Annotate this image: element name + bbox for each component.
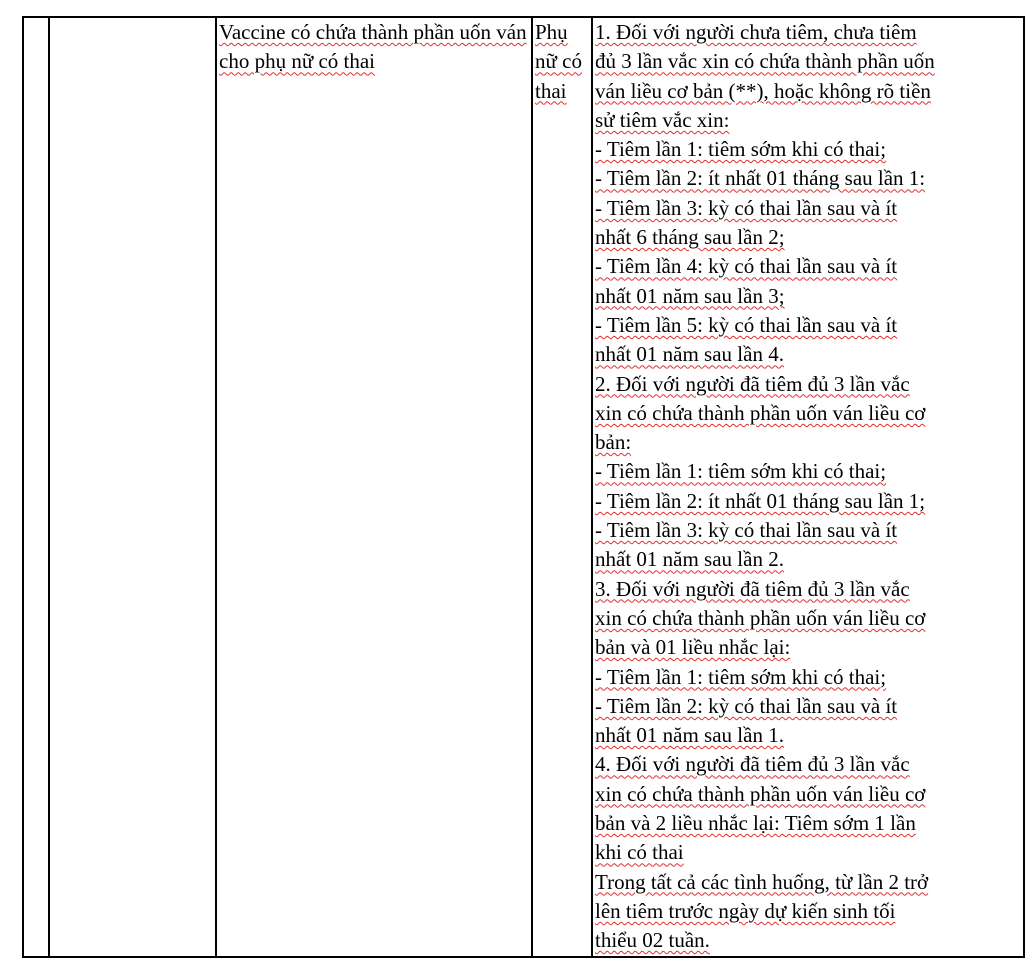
schedule-line: nhất 6 tháng sau lần 2;: [595, 225, 785, 250]
schedule-line: nhất 01 năm sau lần 1.: [595, 723, 784, 748]
schedule-line: - Tiêm lần 1: tiêm sớm khi có thai;: [595, 137, 887, 162]
schedule-line: bản:: [595, 430, 632, 455]
schedule-line: lên tiêm trước ngày dự kiến sinh tối: [595, 898, 896, 923]
schedule-line: - Tiêm lần 4: kỳ có thai lần sau và ít: [595, 254, 898, 279]
schedule-line: sử tiêm vắc xin:: [595, 107, 730, 132]
schedule-line: nhất 01 năm sau lần 2.: [595, 547, 784, 572]
cell-schedule: [592, 17, 1024, 957]
schedule-line: nhất 01 năm sau lần 3;: [595, 283, 785, 308]
subject-text: Phụ nữ có thai: [535, 20, 582, 103]
schedule-line: thiểu 02 tuần.: [595, 928, 710, 953]
cell-disease: [49, 17, 216, 957]
schedule-line: bản và 2 liều nhắc lại: Tiêm sớm 1 lần: [595, 811, 916, 836]
schedule-text: [595, 18, 1023, 956]
schedule-line: 2. Đối với người đã tiêm đủ 3 lần vắc: [595, 371, 910, 396]
vaccination-schedule-table: [22, 16, 1025, 958]
schedule-line: 3. Đối với người đã tiêm đủ 3 lần vắc: [595, 576, 910, 601]
cell-index: [23, 17, 49, 957]
schedule-line: - Tiêm lần 2: ít nhất 01 tháng sau lần 1:: [595, 166, 926, 191]
schedule-line: xin có chứa thành phần uốn ván liều cơ: [595, 605, 926, 630]
cell-vaccine: [216, 17, 532, 957]
schedule-line: - Tiêm lần 1: tiêm sớm khi có thai;: [595, 459, 887, 484]
schedule-line: - Tiêm lần 3: kỳ có thai lần sau và ít: [595, 195, 898, 220]
schedule-line: nhất 01 năm sau lần 4.: [595, 342, 784, 367]
schedule-line: 1. Đối với người chưa tiêm, chưa tiêm: [595, 20, 917, 44]
vaccine-name: Vaccine có chứa thành phần uốn ván cho phụ nữ có thai: [219, 20, 527, 74]
schedule-line: ván liều cơ bản (**), hoặc không rõ tiền: [595, 78, 931, 103]
table-row: [23, 17, 1024, 957]
schedule-line: xin có chứa thành phần uốn ván liều cơ: [595, 400, 926, 425]
schedule-line: xin có chứa thành phần uốn ván liều cơ: [595, 781, 926, 806]
schedule-line: - Tiêm lần 3: kỳ có thai lần sau và ít: [595, 518, 898, 543]
schedule-line: - Tiêm lần 5: kỳ có thai lần sau và ít: [595, 312, 898, 337]
cell-subject: [532, 17, 592, 957]
schedule-line: - Tiêm lần 2: kỳ có thai lần sau và ít: [595, 693, 898, 718]
schedule-line: - Tiêm lần 1: tiêm sớm khi có thai;: [595, 664, 887, 689]
schedule-line: - Tiêm lần 2: ít nhất 01 tháng sau lần 1;: [595, 488, 926, 513]
schedule-line: 4. Đối với người đã tiêm đủ 3 lần vắc: [595, 752, 910, 777]
schedule-line: bản và 01 liều nhắc lại:: [595, 635, 791, 660]
schedule-line: Trong tất cả các tình huống, từ lần 2 trở: [595, 869, 929, 894]
schedule-line: khi có thai: [595, 840, 684, 865]
schedule-line: đủ 3 lần vắc xin có chứa thành phần uốn: [595, 49, 935, 74]
